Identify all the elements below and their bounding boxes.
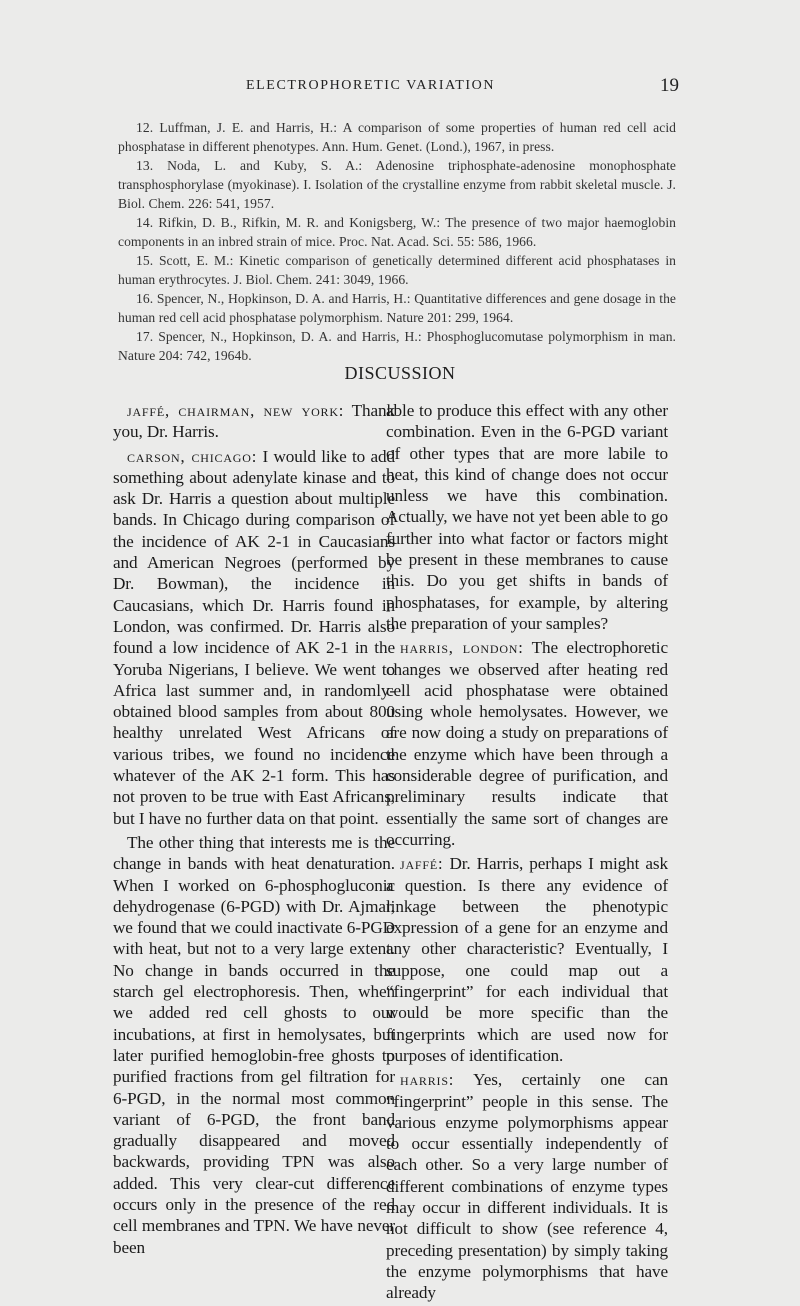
- paragraph-text: The other thing that interests me is the change in bands with heat denaturation. When I worked on 6-phosphogluconic dehydrogenase (6-PGD) with Dr. Ajmar, we found that we could inactivate 6-PGD with heat, but not to a very large extent. No change in bands occurred in the starch gel electrophoresis. Then, when we added red cell ghosts to our incubations, at first in hemolysates, but later purified hemoglobin-free ghosts to purified fractions from gel filtration for 6-PGD, in the normal most common variant of 6-PGD, the front band gradually disappeared and moved backwards, providing TPN was also added. This very clear-cut difference occurs only in the presence of the red cell membranes and TPN. We have never been: [113, 832, 395, 1257]
- discussion-right-column: [386, 400, 668, 1306]
- page-header: [0, 75, 800, 100]
- reference-item: 13. Noda, L. and Kuby, S. A.: Adenosine triphosphate-adenosine monophosphate transphosphorylase (myokinase). I. Isolation of the crystalline enzyme from rabbit skeletal muscle. J. Biol. Chem. 226: 541, 1957.: [118, 158, 676, 211]
- discussion-paragraph: [113, 446, 395, 829]
- paragraph-text: The electrophoretic changes we observed after heating red cell acid phosphatase were obtained using whole hemolysates. However, we are now doing a study on preparations of the enzyme which have been through a considerable degree of purification, and preliminary results indicate that essentially the same sort of changes are occurring.: [386, 638, 668, 849]
- paragraph-text: Thank you, Dr. Harris.: [113, 401, 396, 442]
- reference-list: [118, 118, 676, 365]
- discussion-paragraph: [113, 832, 395, 1258]
- discussion-paragraph: [113, 400, 395, 443]
- reference-item: 14. Rifkin, D. B., Rifkin, M. R. and Konigsberg, W.: The presence of two major haemoglobin components in an inbred strain of mice. Proc. Nat. Acad. Sci. 55: 586, 1966.: [118, 215, 676, 249]
- paragraph-text: I would like to add something about adenylate kinase and to ask Dr. Harris a question about multiple bands. In Chicago during comparison of the incidence of AK 2-1 in Caucasians and American Negroes (performed by Dr. Bowman), the incidence in Caucasians, which Dr. Harris found in London, was confirmed. Dr. Harris also found a low incidence of AK 2-1 in the Yoruba Nigerians, I believe. We went to Africa last summer and, in randomly-obtained blood samples from about 800 healthy unrelated West Africans of various tribes, we found no incidence whatever of the AK 2-1 form. This has not proven to be true with East Africans, but I have no further data on that point.: [113, 446, 396, 828]
- discussion-paragraph: [386, 637, 668, 850]
- discussion-title: DISCUSSION: [344, 363, 456, 383]
- discussion-paragraph: [386, 1069, 668, 1303]
- discussion-paragraph: [386, 853, 668, 1066]
- running-title: ELECTROPHORETIC VARIATION: [246, 78, 496, 93]
- reference-item: 15. Scott, E. M.: Kinetic comparison of genetically determined different acid phosphatases in human erythrocytes. J. Biol. Chem. 241: 3049, 1966.: [118, 253, 676, 287]
- reference-item: 17. Spencer, N., Hopkinson, D. A. and Harris, H.: Phosphoglucomutase polymorphism in man. Nature 204: 742, 1964b.: [118, 329, 676, 363]
- page-number: 19: [660, 75, 679, 96]
- speaker-label: harris, london:: [400, 638, 524, 658]
- paragraph-text: Yes, certainly one can “fingerprint” people in this sense. The various enzyme polymorphisms appear to occur essentially independently of each other. So a very large number of different combinations of enzyme types may occur in different individuals. It is not difficult to show (see reference 4, preceding presentation) by simply taking the enzyme polymorphisms that have already: [386, 1070, 668, 1303]
- paragraph-text: Dr. Harris, perhaps I might ask a question. Is there any evidence of linkage between the phenotypic expression of a gene for an enzyme and any other characteristic? Eventually, I suppose, one could map out a “fingerprint” for each individual that would be more specific than the fingerprints which are used now for purposes of identification.: [386, 854, 668, 1065]
- discussion-paragraph: [386, 400, 668, 634]
- speaker-label: harris:: [400, 1070, 455, 1090]
- speaker-label: jaffé:: [400, 854, 444, 874]
- reference-item: 16. Spencer, N., Hopkinson, D. A. and Harris, H.: Quantitative differences and gene dosage in the human red cell acid phosphatase polymorphism. Nature 201: 299, 1964.: [118, 291, 676, 325]
- speaker-label: carson, chicago:: [127, 446, 258, 466]
- paragraph-text: able to produce this effect with any other combination. Even in the 6-PGD variant of other types that are more labile to heat, this kind of change does not occur unless we have this combination. Actually, we have not yet been able to go further into what factor or factors might be present in these membranes to cause this. Do you get shifts in bands of phosphatases, for example, by altering the preparation of your samples?: [386, 401, 668, 633]
- speaker-label: jaffé, chairman, new york:: [127, 401, 345, 420]
- reference-item: 12. Luffman, J. E. and Harris, H.: A comparison of some properties of human red cell acid phosphatase in different phenotypes. Ann. Hum. Genet. (Lond.), 1967, in press.: [118, 120, 676, 154]
- discussion-left-column: [113, 400, 395, 1261]
